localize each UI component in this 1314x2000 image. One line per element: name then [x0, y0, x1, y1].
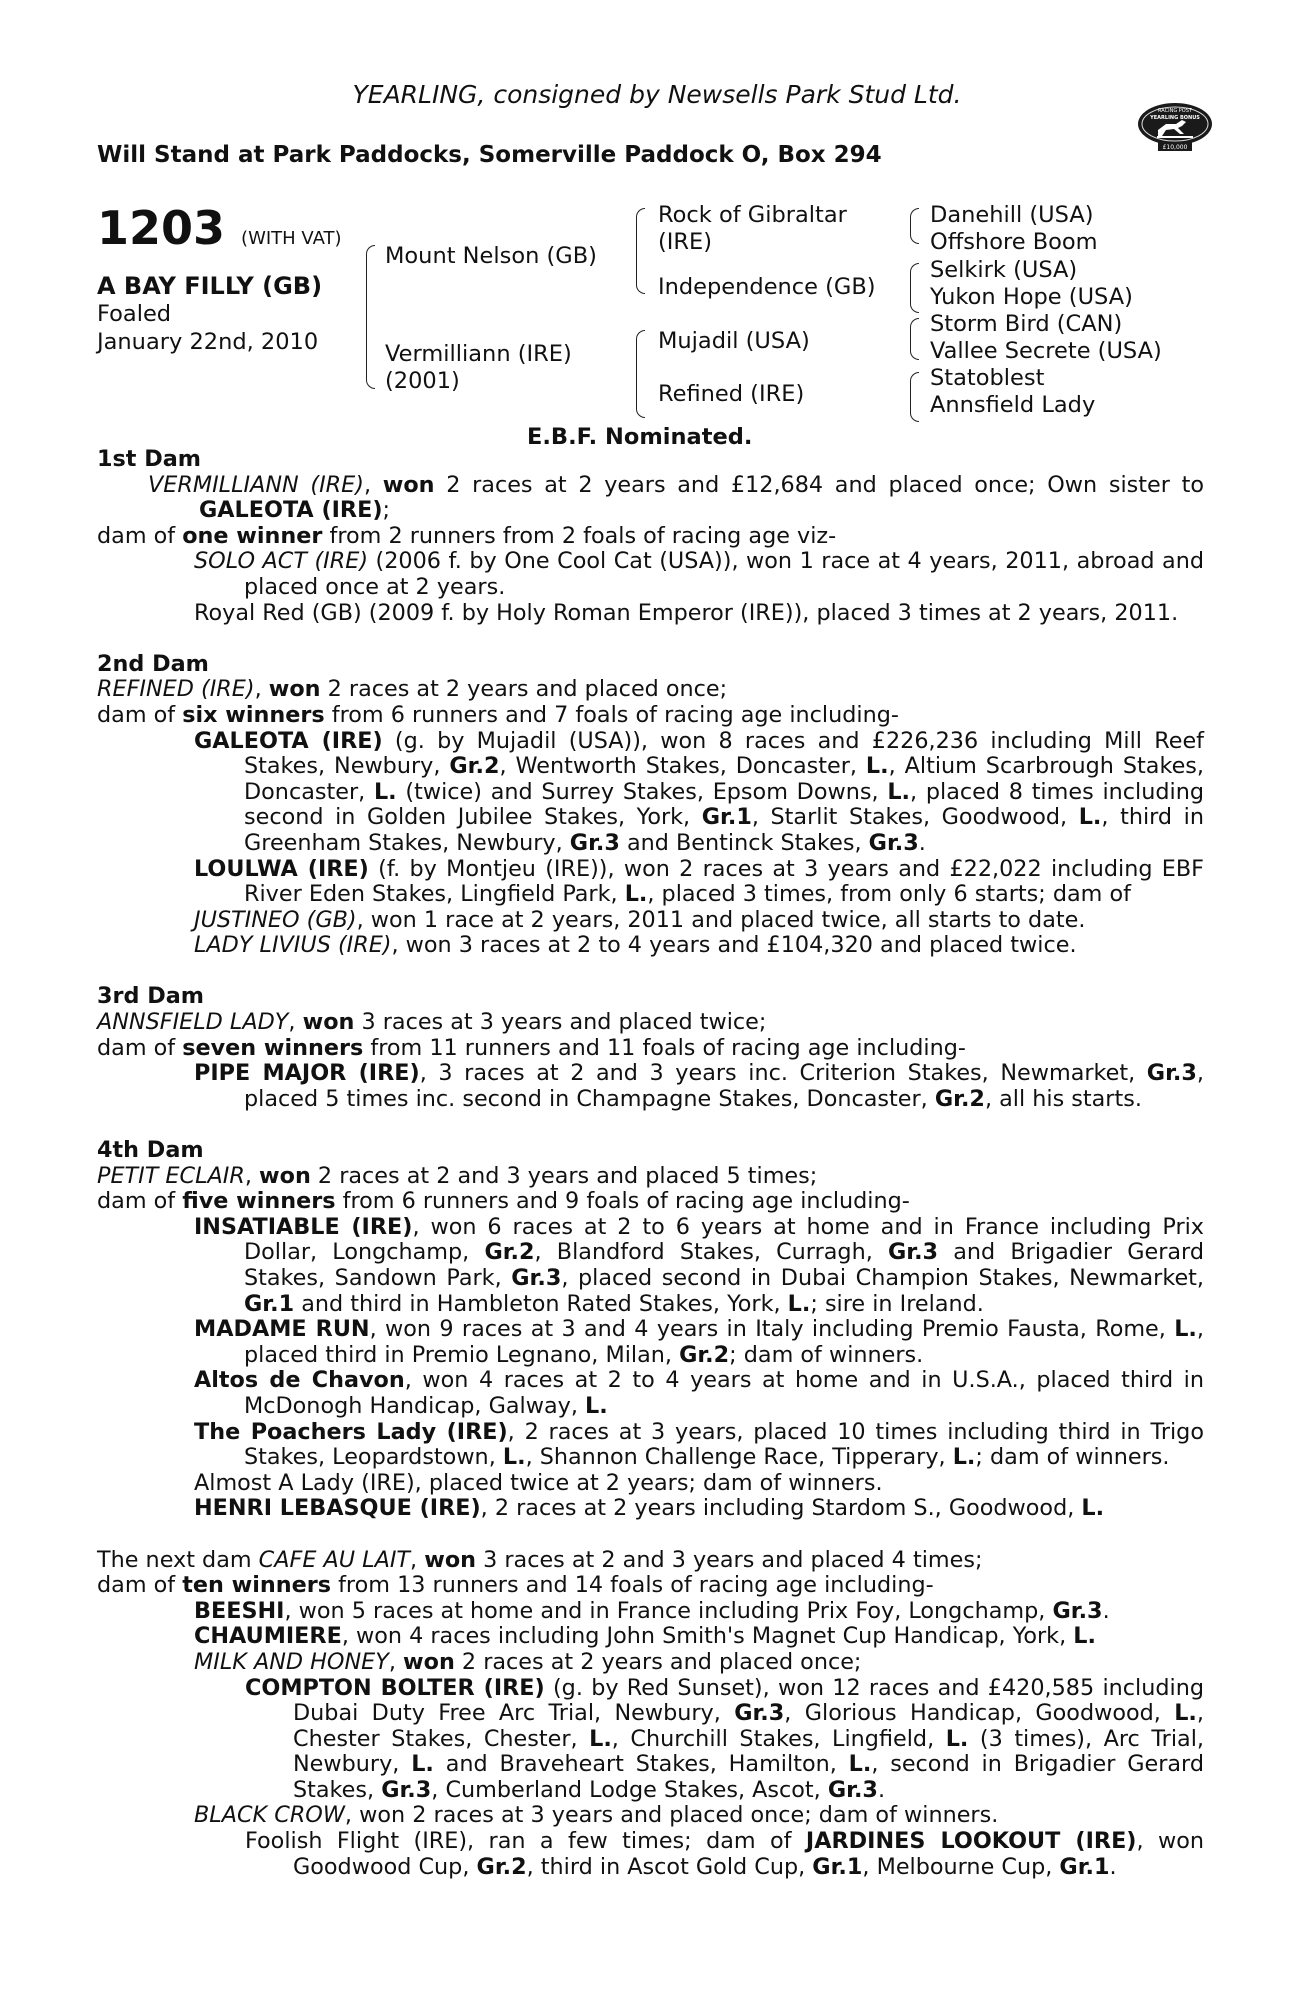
listed-label: L.: [848, 1751, 872, 1778]
winners-rest: from 2 runners from 2 foals of racing age viz-: [322, 522, 837, 549]
produce-text: , Altium Scarbrough Stakes, Doncaster,: [244, 753, 1204, 805]
third-dam-heading: 3rd Dam: [97, 983, 205, 1010]
third-dam-record-text: 3 races at 3 years and placed twice;: [354, 1009, 767, 1036]
produce-name: LADY LIVIUS (IRE): [194, 932, 392, 959]
won-label: won: [403, 1648, 455, 1675]
produce-entry: [97, 1317, 1204, 1368]
produce-text: , all his starts.: [984, 1085, 1142, 1112]
produce-text: and Braveheart Stakes, Hamilton,: [433, 1751, 849, 1778]
grade-label: Gr.3: [868, 829, 919, 856]
produce-name: MILK AND HONEY: [194, 1648, 389, 1675]
first-dam-heading: 1st Dam: [97, 446, 201, 472]
pedigree-sire-dam: Independence (GB): [658, 274, 876, 300]
lot-number-block: [97, 201, 342, 262]
lot-vat: (WITH VAT): [241, 228, 342, 249]
pedigree-sss: Danehill (USA): [930, 202, 1094, 228]
winners-count: ten winners: [182, 1572, 331, 1599]
second-dam-produce-summary: [97, 703, 1204, 729]
produce-name: BLACK CROW: [194, 1802, 345, 1829]
next-dam-record-text: 3 races at 2 and 3 years and placed 4 times;: [476, 1546, 983, 1573]
produce-text: ; dam of winners.: [975, 1444, 1170, 1471]
produce-text: .: [1109, 1853, 1117, 1880]
first-dam-record-text: 2 races at 2 years and £12,684 and placed once; Own sister to: [434, 471, 1204, 498]
produce-text: (3 times), Arc Trial, Newbury,: [293, 1725, 1204, 1778]
produce-entry: [97, 1624, 1204, 1650]
grade-label: Gr.2: [476, 1853, 527, 1880]
winners-rest: from 6 runners and 7 foals of racing age including-: [324, 701, 899, 728]
produce-text: , won 1 race at 2 years, 2011 and placed twice, all starts to date.: [356, 906, 1086, 933]
produce-name: Altos de Chavon: [194, 1367, 405, 1394]
produce-entry: Almost A Lady (IRE), placed twice at 2 years; dam of winners.: [194, 1469, 883, 1496]
produce-name: INSATIABLE (IRE): [194, 1213, 413, 1240]
produce-text: Foolish Flight (IRE), ran a few times; dam of: [245, 1828, 806, 1855]
winners-rest: from 6 runners and 9 foals of racing age including-: [335, 1188, 910, 1215]
produce-entry: [97, 1829, 1204, 1880]
consignment-heading: YEARLING, consigned by Newsells Park Stud Ltd.: [352, 80, 962, 109]
winners-count: one winner: [182, 522, 323, 549]
won-label: won: [302, 1009, 355, 1036]
foaled-label: Foaled: [97, 301, 172, 327]
produce-text: , placed 8 times including second in Golden Jubilee Stakes, York,: [244, 778, 1204, 831]
pedigree-sire-sire-2: (IRE): [658, 229, 713, 255]
stand-location: Will Stand at Park Paddocks, Somerville Paddock O, Box 294: [97, 142, 882, 168]
listed-label: L.: [887, 778, 910, 805]
produce-entry: [97, 1676, 1204, 1804]
produce-text: , placed second in Dubai Champion Stakes, Newmarket,: [561, 1265, 1204, 1291]
produce-text: , Blandford Stakes, Curragh,: [534, 1239, 888, 1266]
listed-label: L.: [502, 1444, 526, 1471]
fourth-dam-name: PETIT ECLAIR: [97, 1162, 245, 1189]
pedigree-dam-dam: Refined (IRE): [658, 381, 805, 407]
grade-label: Gr.3: [734, 1700, 785, 1727]
sister-name: GALEOTA (IRE): [199, 497, 383, 524]
second-dam-record: REFINED (IRE), won 2 races at 2 years and placed once;: [97, 676, 728, 703]
produce-name: SOLO ACT (IRE): [194, 548, 369, 575]
next-dam-produce-summary: [97, 1573, 1204, 1599]
produce-name: HENRI LEBASQUE (IRE): [194, 1495, 481, 1522]
grade-label: Gr.2: [934, 1085, 985, 1112]
badge-line3: £10,000: [1162, 144, 1188, 151]
grade-label: Gr.3: [381, 1776, 432, 1803]
badge-line2: YEARLING BONUS: [1150, 115, 1200, 121]
listed-label: L.: [1081, 1495, 1105, 1522]
produce-text: (g. by Red Sunset), won 12 races and £420,585 including Dubai Duty Free Arc Trial, Newbury,: [293, 1674, 1204, 1727]
produce-entry: [97, 857, 1204, 908]
pedigree-brace-ds: [910, 318, 919, 360]
lot-number: 1203: [97, 201, 226, 255]
produce-text: , won Goodwood Cup,: [293, 1828, 1204, 1880]
produce-text: , 2 races at 2 years including Stardom S., Goodwood,: [480, 1495, 1082, 1522]
listed-label: L.: [787, 1290, 811, 1317]
produce-entry: [97, 1215, 1204, 1317]
pedigree-dam-sire: Mujadil (USA): [658, 328, 810, 354]
first-dam-name: VERMILLIANN (IRE): [148, 471, 364, 498]
listed-label: L.: [952, 1444, 976, 1471]
fourth-dam-record-text: 2 races at 2 and 3 years and placed 5 times;: [310, 1162, 818, 1189]
produce-text: and Bentinck Stakes,: [619, 829, 869, 856]
pedigree-brace-sire: [636, 208, 645, 294]
pedigree-dsd: Vallee Secrete (USA): [930, 338, 1162, 364]
winners-count: five winners: [182, 1188, 336, 1215]
produce-entry: [97, 1496, 1204, 1522]
pedigree-dss: Storm Bird (CAN): [930, 311, 1123, 337]
dam-of-label: dam of: [97, 522, 183, 549]
produce-text: .: [1102, 1597, 1110, 1624]
dam-of-label: dam of: [97, 1188, 183, 1215]
third-dam-produce-summary: [97, 1036, 1204, 1062]
grade-label: Gr.1: [1059, 1853, 1110, 1880]
produce-text: (2006 f. by One Cool Cat (USA)), won 1 race at 4 years, 2011, abroad and placed once at 2 years.: [244, 548, 1204, 600]
listed-label: L.: [1174, 1316, 1197, 1343]
pedigree-sire: Mount Nelson (GB): [385, 243, 597, 269]
produce-entry: [97, 933, 1204, 959]
next-dam-intro: The next dam: [97, 1546, 259, 1573]
pedigree-ssd: Offshore Boom: [930, 229, 1098, 255]
listed-label: L.: [411, 1751, 434, 1778]
dam-of-label: dam of: [97, 701, 183, 728]
fourth-dam-heading: 4th Dam: [97, 1137, 204, 1164]
produce-entry: [97, 1803, 1204, 1829]
produce-text: , Starlit Stakes, Goodwood,: [751, 804, 1079, 831]
produce-text: , Glorious Handicap, Goodwood,: [784, 1700, 1175, 1727]
produce-name: PIPE MAJOR (IRE): [194, 1060, 420, 1087]
produce-text: , 2 races at 3 years, placed 10 times including third in Trigo Stakes, Leopardstown,: [244, 1418, 1204, 1471]
listed-label: L.: [585, 1392, 608, 1419]
produce-text: , Wentworth Stakes, Doncaster,: [499, 753, 866, 780]
produce-text: , Churchill Stakes, Lingfield,: [611, 1725, 946, 1752]
produce-entry: [97, 729, 1204, 857]
won-label: won: [259, 1162, 311, 1189]
won-label: won: [268, 676, 321, 703]
grade-label: Gr.3: [511, 1265, 562, 1291]
produce-text: , Chester Stakes, Chester,: [293, 1700, 1204, 1752]
first-dam-produce-summary: [97, 524, 1204, 550]
grade-label: Gr.1: [244, 1290, 295, 1317]
third-dam-record: ANNSFIELD LADY, won 3 races at 3 years and placed twice;: [97, 1009, 767, 1036]
produce-entry: [97, 1368, 1204, 1419]
third-dam-name: ANNSFIELD LADY: [97, 1009, 289, 1036]
won-label: won: [424, 1546, 477, 1573]
second-dam-record-text: 2 races at 2 years and placed once;: [320, 676, 728, 703]
produce-text: ; dam of winners.: [729, 1341, 924, 1368]
produce-text: (twice) and Surrey Stakes, Epsom Downs,: [396, 778, 888, 805]
pedigree-sire-sire: Rock of Gibraltar: [658, 202, 847, 228]
separator: ,: [410, 1546, 425, 1573]
produce-entry: [97, 1061, 1204, 1112]
produce-text: , placed 5 times inc. second in Champagne Stakes, Doncaster,: [244, 1060, 1204, 1112]
won-label: won: [382, 471, 435, 498]
pedigree-dam-year: (2001): [385, 368, 460, 394]
produce-entry: [97, 549, 1204, 600]
grade-label: Gr.3: [569, 829, 620, 856]
winners-rest: from 11 runners and 11 foals of racing age including-: [363, 1034, 966, 1061]
produce-text: .: [877, 1776, 886, 1803]
produce-name: COMPTON BOLTER (IRE): [245, 1674, 545, 1701]
badge-line1: RACING POST: [1158, 108, 1192, 114]
produce-entry: MILK AND HONEY, won 2 races at 2 years and placed once;: [194, 1648, 862, 1675]
sister-end: ;: [382, 497, 391, 524]
produce-text: , won 4 races including John Smith's Magnet Cup Handicap, York,: [341, 1623, 1074, 1650]
produce-name: LOULWA (IRE): [194, 855, 369, 882]
grade-label: Gr.2: [484, 1239, 535, 1266]
pedigree-brace-dam: [636, 330, 645, 418]
produce-name: CHAUMIERE: [194, 1623, 342, 1650]
produce-name: The Poachers Lady (IRE): [194, 1418, 508, 1445]
pedigree-brace-main: [366, 245, 375, 389]
listed-label: L.: [589, 1725, 612, 1752]
lot-description: A BAY FILLY (GB): [97, 272, 323, 300]
produce-text: .: [918, 829, 926, 856]
grade-label: Gr.3: [1052, 1597, 1103, 1624]
pedigree-ddd: Annsfield Lady: [930, 392, 1096, 418]
winners-rest: from 13 runners and 14 foals of racing age including-: [331, 1572, 934, 1599]
produce-name: JUSTINEO (GB): [194, 906, 357, 933]
listed-label: L.: [373, 778, 397, 805]
listed-label: L.: [945, 1725, 969, 1752]
pedigree-brace-dd: [910, 372, 919, 422]
produce-name: BEESHI: [194, 1597, 285, 1624]
produce-text: , won 6 races at 2 to 6 years at home and in France including Prix Dollar, Longchamp,: [244, 1213, 1204, 1266]
winners-count: seven winners: [182, 1034, 364, 1061]
pedigree-dam: Vermilliann (IRE): [385, 341, 572, 367]
listed-label: L.: [624, 881, 648, 908]
produce-text: , 3 races at 2 and 3 years inc. Criterion Stakes, Newmarket,: [419, 1060, 1147, 1087]
grade-label: Gr.2: [679, 1341, 730, 1368]
second-dam-heading: 2nd Dam: [97, 650, 209, 677]
first-dam-record: VERMILLIANN (IRE), won 2 races at 2 years and £12,684 and placed once; Own sister to GALEOTA (IRE);: [148, 471, 1204, 524]
dam-of-label: dam of: [97, 1034, 183, 1061]
produce-text: and third in Hambleton Rated Stakes, York,: [294, 1290, 788, 1317]
next-dam-name: CAFE AU LAIT: [258, 1546, 411, 1573]
produce-text: , won 3 races at 2 to 4 years and £104,320 and placed twice.: [391, 932, 1077, 959]
yearling-bonus-badge-icon: [1136, 100, 1214, 152]
next-dam-record: [97, 1548, 1204, 1574]
produce-text: , second in Brigadier Gerard Stakes,: [293, 1751, 1204, 1803]
second-dam-name: REFINED (IRE): [97, 676, 255, 703]
produce-text: 2 races at 2 years and placed once;: [454, 1648, 862, 1675]
produce-name: MADAME RUN: [194, 1316, 370, 1343]
grade-label: Gr.3: [887, 1239, 939, 1266]
produce-text: , won 9 races at 3 and 4 years in Italy including Premio Fausta, Rome,: [369, 1316, 1175, 1343]
winners-count: six winners: [182, 701, 325, 728]
dam-of-label: dam of: [97, 1572, 183, 1599]
foaled-date: January 22nd, 2010: [97, 329, 319, 355]
pedigree-dds: Statoblest: [930, 365, 1045, 391]
produce-text: and Brigadier Gerard Stakes, Sandown Park,: [244, 1239, 1204, 1291]
listed-label: L.: [1073, 1623, 1096, 1650]
produce-entry: [97, 1599, 1204, 1625]
fourth-dam-record: PETIT ECLAIR, won 2 races at 2 and 3 years and placed 5 times;: [97, 1162, 818, 1189]
produce-text: , placed 3 times, from only 6 starts; dam of: [647, 881, 1131, 908]
produce-text: , third in Ascot Gold Cup,: [526, 1853, 813, 1880]
produce-text: , won 4 races at 2 to 4 years at home and in U.S.A., placed third in McDonogh Handicap, Galway,: [244, 1367, 1204, 1419]
listed-label: L.: [1174, 1700, 1197, 1727]
produce-text: , won 2 races at 3 years and placed once; dam of winners.: [344, 1802, 999, 1829]
pedigree-brace-sd: [910, 263, 919, 313]
produce-name: GALEOTA (IRE): [194, 727, 383, 754]
produce-text: , Shannon Challenge Race, Tipperary,: [525, 1444, 953, 1471]
grade-label: Gr.1: [812, 1853, 863, 1880]
produce-text: , third in Greenham Stakes, Newbury,: [244, 804, 1204, 856]
grade-label: Gr.3: [1146, 1060, 1197, 1087]
pedigree-brace-ss: [910, 208, 919, 244]
produce-text: , Cumberland Lodge Stakes, Ascot,: [431, 1776, 828, 1803]
pedigree-sds: Selkirk (USA): [930, 257, 1078, 283]
produce-text: (f. by Montjeu (IRE)), won 2 races at 3 years and £22,022 including EBF River Eden Stakes, Lingfield Park,: [244, 855, 1205, 908]
listed-label: L.: [1078, 804, 1102, 831]
ebf-nominated: E.B.F. Nominated.: [527, 424, 753, 450]
produce-text: (g. by Mujadil (USA)), won 8 races and £226,236 including Mill Reef Stakes, Newbury,: [244, 727, 1205, 780]
grade-label: Gr.1: [701, 804, 752, 831]
produce-entry: [97, 908, 1204, 934]
produce-text: ; sire in Ireland.: [810, 1290, 984, 1317]
produce-name: JARDINES LOOKOUT (IRE): [805, 1828, 1137, 1855]
grade-label: Gr.3: [827, 1776, 878, 1803]
listed-label: L.: [865, 753, 889, 780]
produce-entry: Royal Red (GB) (2009 f. by Holy Roman Emperor (IRE)), placed 3 times at 2 years, 2011.: [194, 599, 1179, 626]
produce-text: , won 5 races at home and in France including Prix Foy, Longchamp,: [284, 1597, 1053, 1624]
catalogue-body: [97, 447, 1204, 1880]
grade-label: Gr.2: [449, 753, 500, 780]
produce-entry: [97, 1420, 1204, 1471]
pedigree-sdd: Yukon Hope (USA): [930, 284, 1133, 310]
produce-text: , Melbourne Cup,: [862, 1853, 1060, 1880]
produce-text: , placed third in Premio Legnano, Milan,: [244, 1316, 1204, 1368]
fourth-dam-produce-summary: [97, 1189, 1204, 1215]
